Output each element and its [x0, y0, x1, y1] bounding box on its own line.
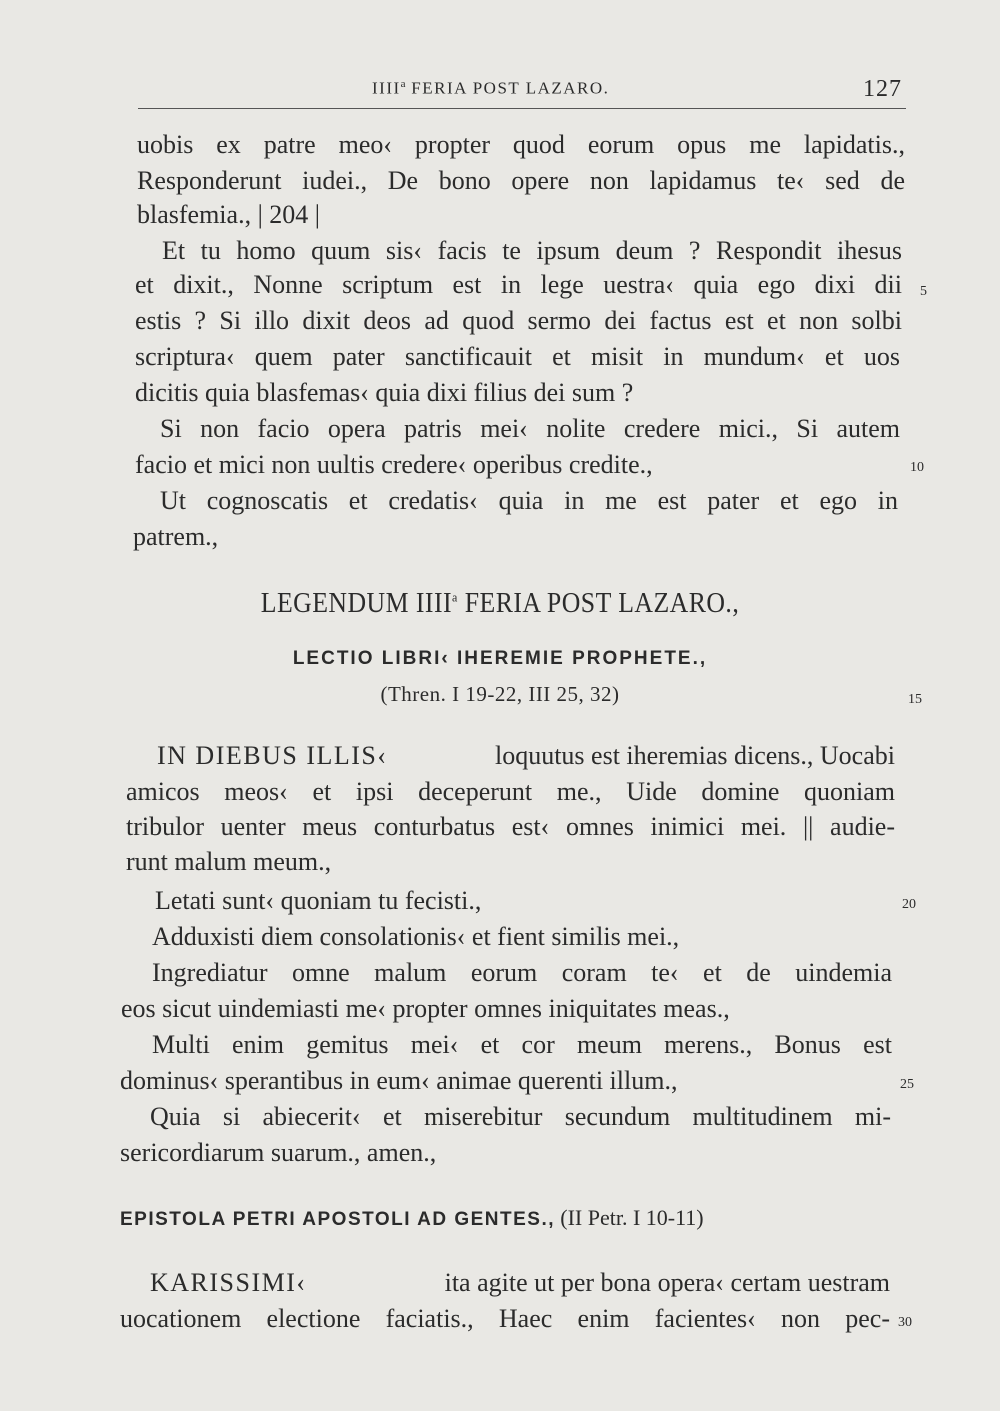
header-rule	[138, 108, 906, 109]
running-head-title: IIII$^a$ FERIA POST LAZARO.	[372, 78, 610, 98]
text-line: estis ? Si illo dixit deos ad quod sermo dei factus est et non solbi	[135, 306, 902, 335]
epistola-title: EPISTOLA PETRI APOSTOLI AD GENTES.,	[120, 1209, 556, 1230]
line-number: 5	[920, 284, 927, 299]
text-line: Ingrediatur omne malum eorum coram te‹ et de uindemia	[152, 958, 892, 987]
text-line-opening	[150, 1266, 890, 1300]
text-line: dicitis quia blasfemas‹ quia dixi filius dei sum ?	[135, 378, 634, 407]
text-line-opening	[157, 739, 895, 773]
opening-words: IN DIEBUS ILLIS‹	[157, 741, 388, 770]
text-line: loquutus est iheremias dicens., Uocabi	[494, 741, 895, 770]
page-number: 127	[863, 76, 902, 102]
line-number: 15	[908, 692, 922, 707]
running-head	[140, 76, 910, 106]
text-line: uocationem electione faciatis., Haec enim facientes‹ non pec-	[120, 1304, 890, 1333]
line-number: 25	[900, 1077, 914, 1092]
text-line: Adduxisti diem consolationis‹ et fient similis mei.,	[152, 922, 680, 951]
text-line: blasfemia., | 204 |	[137, 200, 320, 229]
section-subtitle: LECTIO LIBRI‹ IHEREMIE PROPHETE.,	[292, 648, 708, 669]
text-line: Responderunt iudei., De bono opere non lapidamus te‹ sed de	[137, 166, 905, 195]
text-line: scriptura‹ quem pater sanctificauit et misit in mundum‹ et uos	[135, 342, 900, 371]
text-line: tribulor uenter meus conturbatus est‹ omnes inimici mei. || audie-	[126, 812, 895, 841]
text-line: runt malum meum.,	[126, 847, 332, 876]
line-number: 10	[910, 460, 924, 475]
text-line: ita agite ut per bona opera‹ certam uestram	[444, 1268, 890, 1297]
text-line: Multi enim gemitus mei‹ et cor meum merens., Bonus est	[152, 1030, 892, 1059]
text-line: amicos meos‹ et ipsi deceperunt me., Uide domine quoniam	[126, 777, 895, 806]
epistola-heading	[120, 1205, 890, 1231]
text-line: Letati sunt‹ quoniam tu fecisti.,	[155, 886, 482, 915]
text-line: Si non facio opera patris mei‹ nolite credere mici., Si autem	[160, 414, 900, 443]
text-line: uobis ex patre meo‹ propter quod eorum opus me lapidatis.,	[137, 130, 905, 159]
text-line: Ut cognoscatis et credatis‹ quia in me est pater et ego in	[160, 486, 898, 515]
line-number: 30	[898, 1315, 912, 1330]
text-line: et dixit., Nonne scriptum est in lege uestra‹ quia ego dixi dii	[135, 270, 902, 299]
text-line: Quia si abiecerit‹ et miserebitur secundum multitudinem mi-	[150, 1102, 891, 1131]
text-line: Et tu homo quum sis‹ facis te ipsum deum ? Respondit ihesus	[162, 236, 902, 265]
text-line: eos sicut uindemiasti me‹ propter omnes iniquitates meas.,	[121, 994, 730, 1023]
epistola-reference: (II Petr. I 10-11)	[560, 1205, 704, 1230]
opening-words: KARISSIMI‹	[150, 1268, 307, 1297]
text-line: dominus‹ sperantibus in eum‹ animae querenti illum.,	[120, 1066, 678, 1095]
text-line: patrem.,	[133, 522, 219, 551]
line-number: 20	[902, 897, 916, 912]
section-reference: (Thren. I 19-22, III 25, 32)	[380, 682, 620, 706]
text-line: facio et mici non uultis credere‹ operibus credite.,	[135, 450, 653, 479]
section-title: LEGENDUM IIII$^a$ FERIA POST LAZARO.,	[260, 588, 740, 619]
text-line: sericordiarum suarum., amen.,	[120, 1138, 437, 1167]
